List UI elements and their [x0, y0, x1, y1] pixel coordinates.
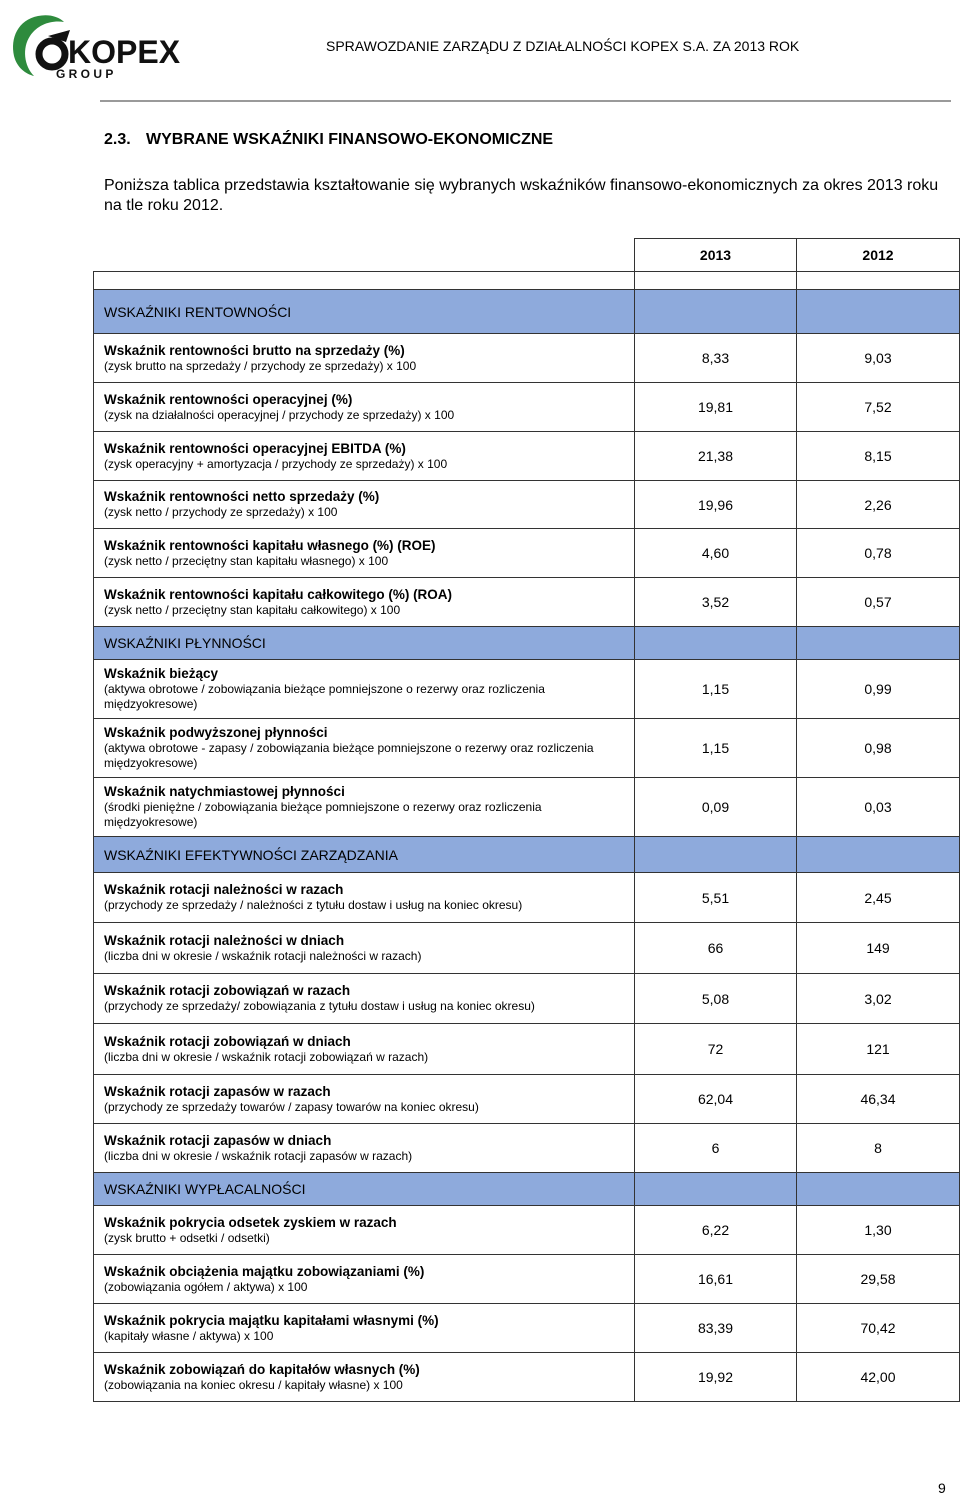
value-2013: 5,51	[635, 873, 797, 923]
group-header-row	[94, 1173, 960, 1206]
ratio-row	[94, 481, 960, 529]
ratio-name: Wskaźnik rotacji zobowiązań w dniach	[104, 1033, 351, 1049]
ratio-label-cell	[94, 1024, 635, 1075]
value-2012: 7,52	[797, 383, 960, 432]
group-header-fill	[797, 1173, 960, 1206]
ratio-name: Wskaźnik podwyższonej płynności	[104, 725, 328, 740]
ratio-row	[94, 1255, 960, 1304]
ratio-name: Wskaźnik natychmiastowej płynności	[104, 784, 345, 799]
year-2012-header: 2012	[797, 239, 960, 272]
ratio-formula: (kapitały własne / aktywa) x 100	[104, 1328, 274, 1343]
ratio-label-cell	[94, 974, 635, 1024]
ratio-formula: (zobowiązania na koniec okresu / kapitały własne) x 100	[104, 1377, 403, 1392]
value-2013: 5,08	[635, 974, 797, 1024]
group-header-fill	[635, 837, 797, 873]
ratio-formula: (środki pieniężne / zobowiązania bieżące pomniejszone o rezerwy oraz rozliczenia międzyokresowe)	[104, 800, 542, 829]
ratio-name: Wskaźnik rotacji należności w dniach	[104, 932, 345, 948]
value-2012: 29,58	[797, 1255, 960, 1304]
section-heading	[104, 131, 553, 149]
ratio-formula: (zysk brutto na sprzedaży / przychody ze sprzedaży) x 100	[104, 358, 417, 373]
value-2012: 3,02	[797, 974, 960, 1024]
group-header-fill	[635, 272, 797, 290]
value-2012: 2,45	[797, 873, 960, 923]
ratio-row	[94, 529, 960, 578]
header-empty-cell	[94, 239, 635, 272]
value-2013: 6,22	[635, 1206, 797, 1255]
ratio-formula: (aktywa obrotowe / zobowiązania bieżące pomniejszone o rezerwy oraz rozliczenia międzyokresowe)	[104, 682, 545, 711]
value-2013: 66	[635, 923, 797, 974]
ratio-row	[94, 1075, 960, 1124]
value-2013: 83,39	[635, 1304, 797, 1353]
ratio-label-cell	[94, 432, 635, 481]
group-title: WSKAŹNIKI RENTOWNOŚCI	[94, 290, 635, 334]
value-2012: 0,99	[797, 660, 960, 719]
ratio-row	[94, 432, 960, 481]
logo-subtext: G R O U P	[56, 67, 114, 80]
stripe-cell	[635, 290, 797, 334]
value-2012: 121	[797, 1024, 960, 1075]
ratio-formula: (zysk netto / przeciętny stan kapitału własnego) x 100	[104, 553, 389, 568]
ratio-row	[94, 1304, 960, 1353]
value-2013: 19,81	[635, 383, 797, 432]
header-divider	[100, 100, 951, 102]
value-2012: 9,03	[797, 334, 960, 383]
ratio-formula: (liczba dni w okresie / wskaźnik rotacji należności w razach)	[104, 948, 422, 963]
value-2013: 16,61	[635, 1255, 797, 1304]
ratio-formula: (zysk netto / przeciętny stan kapitału całkowitego) x 100	[104, 602, 401, 617]
ratio-formula: (zobowiązania ogółem / aktywa) x 100	[104, 1279, 308, 1294]
value-2013: 21,38	[635, 432, 797, 481]
value-2012: 42,00	[797, 1353, 960, 1402]
ratio-row	[94, 1024, 960, 1075]
ratio-name: Wskaźnik rentowności kapitału całkowitego (%) (ROA)	[104, 586, 453, 602]
stripe-cell	[797, 290, 960, 334]
group-title: WSKAŹNIKI WYPŁACALNOŚCI	[94, 1173, 635, 1206]
section-title: WYBRANE WSKAŹNIKI FINANSOWO-EKONOMICZNE	[146, 131, 554, 148]
ratio-label-cell	[94, 529, 635, 578]
group-header-fill	[797, 837, 960, 873]
ratio-row	[94, 923, 960, 974]
ratio-name: Wskaźnik rentowności brutto na sprzedaży (%)	[104, 342, 405, 358]
value-2012: 8,15	[797, 432, 960, 481]
financial-ratios-table	[93, 238, 960, 1402]
ratio-formula: (aktywa obrotowe - zapasy / zobowiązania bieżące pomniejszone o rezerwy oraz rozliczenia międzyokresowe)	[104, 741, 594, 770]
kopex-logo	[8, 8, 203, 80]
group-header-stripe	[94, 290, 960, 334]
value-2013: 4,60	[635, 529, 797, 578]
page-number: 9	[938, 1480, 946, 1496]
ratio-name: Wskaźnik rentowności operacyjnej EBITDA (%)	[104, 440, 406, 456]
ratio-label-cell	[94, 383, 635, 432]
value-2013: 1,15	[635, 660, 797, 719]
ratio-row	[94, 1124, 960, 1173]
value-2012: 46,34	[797, 1075, 960, 1124]
ratio-label-cell	[94, 873, 635, 923]
group-header-fill	[797, 627, 960, 660]
ratio-label-cell	[94, 334, 635, 383]
ratio-name: Wskaźnik rotacji zapasów w razach	[104, 1083, 331, 1099]
value-2012: 8	[797, 1124, 960, 1173]
ratio-name: Wskaźnik pokrycia majątku kapitałami własnymi (%)	[104, 1312, 439, 1328]
ratio-name: Wskaźnik bieżący	[104, 666, 219, 681]
group-title: WSKAŹNIKI PŁYNNOŚCI	[94, 627, 635, 660]
ratio-formula: (przychody ze sprzedaży towarów / zapasy towarów na koniec okresu)	[104, 1099, 479, 1114]
ratio-formula: (liczba dni w okresie / wskaźnik rotacji zobowiązań w razach)	[104, 1049, 429, 1064]
ratio-name: Wskaźnik pokrycia odsetek zyskiem w razach	[104, 1214, 397, 1230]
ratio-formula: (zysk na działalności operacyjnej / przychody ze sprzedaży) x 100	[104, 407, 455, 422]
value-2012: 1,30	[797, 1206, 960, 1255]
value-2013: 8,33	[635, 334, 797, 383]
ratio-formula: (zysk brutto + odsetki / odsetki)	[104, 1230, 270, 1245]
ratio-label-cell	[94, 719, 635, 778]
value-2013: 62,04	[635, 1075, 797, 1124]
ratio-label-cell	[94, 778, 635, 837]
ratio-label-cell	[94, 1304, 635, 1353]
ratio-name: Wskaźnik rentowności netto sprzedaży (%)	[104, 489, 380, 504]
value-2013: 1,15	[635, 719, 797, 778]
group-header-row	[94, 627, 960, 660]
value-2013: 6	[635, 1124, 797, 1173]
report-title: SPRAWOZDANIE ZARZĄDU Z DZIAŁALNOŚCI KOPEX S.A. ZA 2013 ROK	[326, 38, 800, 54]
year-header-row	[94, 239, 960, 272]
ratio-label-cell	[94, 481, 635, 529]
value-2013: 3,52	[635, 578, 797, 627]
intro-paragraph: Poniższa tablica przedstawia kształtowanie się wybranych wskaźników finansowo-ekonomicznych za okres 2013 roku na tle roku 2012.	[104, 177, 939, 214]
ratio-row	[94, 660, 960, 719]
ratio-row	[94, 578, 960, 627]
group-header-fill	[635, 627, 797, 660]
ratio-formula: (przychody ze sprzedaży/ zobowiązania z tytułu dostaw i usług na koniec okresu)	[104, 999, 535, 1013]
ratio-formula: (zysk operacyjny + amortyzacja / przychody ze sprzedaży) x 100	[104, 456, 448, 471]
value-2012: 0,57	[797, 578, 960, 627]
ratio-name: Wskaźnik rentowności operacyjnej (%)	[104, 391, 353, 407]
value-2013: 72	[635, 1024, 797, 1075]
ratio-row	[94, 1353, 960, 1402]
ratio-row	[94, 334, 960, 383]
group-title: WSKAŹNIKI EFEKTYWNOŚCI ZARZĄDZANIA	[94, 837, 635, 873]
ratio-row	[94, 778, 960, 837]
ratio-label-cell	[94, 660, 635, 719]
kopex-logo-graphic	[8, 8, 203, 80]
ratio-row	[94, 383, 960, 432]
ratio-name: Wskaźnik rentowności kapitału własnego (%) (ROE)	[104, 537, 436, 553]
ratio-label-cell	[94, 1255, 635, 1304]
ratio-name: Wskaźnik rotacji zobowiązań w razach	[104, 983, 351, 998]
ratio-formula: (zysk netto / przychody ze sprzedaży) x 100	[104, 505, 338, 519]
ratio-label-cell	[94, 578, 635, 627]
ratio-label-cell	[94, 923, 635, 974]
group-header-fill	[797, 272, 960, 290]
ratio-name: Wskaźnik obciążenia majątku zobowiązaniami (%)	[104, 1263, 425, 1279]
ratio-row	[94, 873, 960, 923]
ratio-label-cell	[94, 1353, 635, 1402]
value-2012: 149	[797, 923, 960, 974]
value-2012: 0,78	[797, 529, 960, 578]
ratio-row	[94, 719, 960, 778]
ratio-row	[94, 974, 960, 1024]
value-2012: 0,03	[797, 778, 960, 837]
section-number: 2.3.	[104, 131, 131, 148]
group-header-row	[94, 272, 960, 290]
group-title-spacer	[94, 272, 635, 290]
value-2013: 0,09	[635, 778, 797, 837]
ratio-formula: (przychody ze sprzedaży / należności z tytułu dostaw i usług na koniec okresu)	[104, 898, 523, 912]
ratio-label-cell	[94, 1206, 635, 1255]
value-2012: 2,26	[797, 481, 960, 529]
value-2012: 0,98	[797, 719, 960, 778]
ratio-row	[94, 1206, 960, 1255]
group-header-row	[94, 837, 960, 873]
ratio-name: Wskaźnik zobowiązań do kapitałów własnych (%)	[104, 1361, 420, 1377]
value-2013: 19,92	[635, 1353, 797, 1402]
value-2012: 70,42	[797, 1304, 960, 1353]
ratio-label-cell	[94, 1124, 635, 1173]
value-2013: 19,96	[635, 481, 797, 529]
group-header-fill	[635, 1173, 797, 1206]
ratio-label-cell	[94, 1075, 635, 1124]
logo-wordmark: KOPEX	[68, 34, 181, 70]
year-2013-header: 2013	[635, 239, 797, 272]
ratio-formula: (liczba dni w okresie / wskaźnik rotacji zapasów w razach)	[104, 1148, 413, 1163]
ratio-name: Wskaźnik rotacji zapasów w dniach	[104, 1132, 332, 1148]
ratio-name: Wskaźnik rotacji należności w razach	[104, 882, 344, 897]
